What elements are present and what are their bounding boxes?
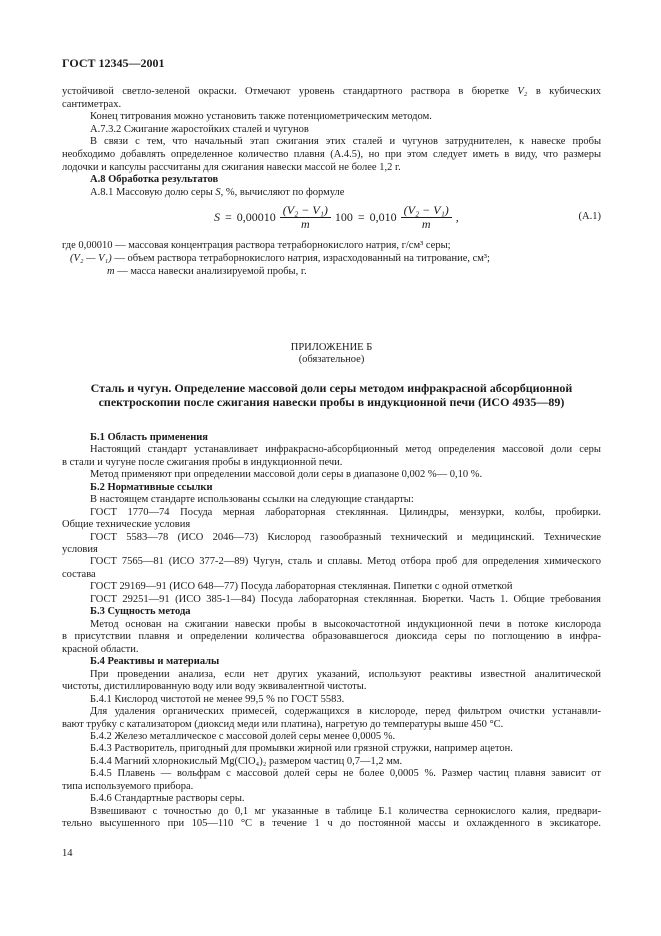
section-heading: Б.3 Сущность метода (90, 606, 191, 618)
text-line: Б.4.2 Железо металлическое с массовой долей серы менее 0,0005 %. (90, 731, 396, 742)
text-line: Б.4.1 Кислород чистотой не менее 99,5 % по ГОСТ 5583. (90, 693, 345, 705)
formula-denominator: m (300, 216, 310, 231)
section-heading: Б.4 Реактивы и материалы (90, 656, 220, 668)
formula-coefficient: 0,00010 (236, 209, 276, 224)
formula-factor: 100 (334, 209, 353, 224)
section-heading: А.8 Обработка результатов (90, 174, 219, 186)
formula-numerator: (V₂ − V₁) (280, 204, 331, 218)
text-line: Метод применяют при определении массовой доли серы в диапазоне 0,002 %— 0,10 %. (90, 469, 483, 481)
text-line: в стали и чугуне после сжигания пробы в индукционной печи. (62, 456, 343, 468)
formula-equals: = (357, 209, 365, 224)
math-variable: V₂ (517, 86, 528, 97)
formula-coefficient: 0,010 (369, 209, 397, 224)
text-line: сантиметрах. (62, 98, 122, 110)
subsection-heading: А.7.3.2 Сжигание жаростойких сталей и чугунов (90, 123, 309, 135)
text-line: типа используемого прибора. (62, 780, 194, 792)
formula-trailing-comma: , (455, 209, 459, 224)
annex-b-body (62, 432, 601, 831)
formula-fraction (401, 204, 452, 231)
text-line (62, 252, 601, 265)
page-number: 14 (62, 848, 73, 859)
text-span: в кубических (535, 86, 602, 97)
text-line: Конец титрования можно установить также потенциометрическим методом. (90, 111, 432, 123)
text-line (62, 187, 601, 200)
math-variable: m (107, 265, 115, 277)
reference-line: ГОСТ 29251—91 (ИСО 385-1—84) Посуда лабораторная стеклянная. Бюретки. Часть 1. Общие требования (90, 593, 601, 605)
text-line (62, 86, 601, 99)
text-line: Б.4.6 Стандартные растворы серы. (90, 793, 245, 805)
standard-designation: ГОСТ 12345—2001 (62, 56, 165, 70)
text-line: Метод основан на сжигании навески пробы в высокочастотной индукционной печи в потоке кислорода (90, 618, 601, 630)
formula-lhs: S (214, 209, 220, 224)
section-heading: Б.2 Нормативные ссылки (90, 481, 213, 493)
annex-title (62, 381, 601, 409)
reference-line: ГОСТ 1770—74 Посуда мерная лабораторная стеклянная. Цилиндры, мензурки, колбы, пробирки. (90, 506, 601, 518)
annex-label: ПРИЛОЖЕНИЕ Б (290, 342, 373, 353)
annex-title-line: Сталь и чугун. Определение массовой доли серы методом инфракрасной абсорбционной (90, 381, 573, 395)
math-variable: S (215, 186, 221, 198)
text-span: — объем раствора тетраборнокислого натрия, израсходованный на титрование, см³; (114, 252, 490, 264)
reference-line: ГОСТ 5583—78 (ИСО 2046—73) Кислород газообразный технический и медицинский. Технические (90, 531, 601, 543)
text-line: Б.4.4 Магний хлорнокислый Mg(ClO₄)₂ размером частиц 0,7—1,2 мм. (90, 755, 403, 767)
text-span: устойчивой светло-зеленой окраски. Отмечают уровень стандартного раствора в бюретке (62, 86, 509, 97)
text-span: , %, вычисляют по формуле (220, 186, 345, 198)
formula-number: (А.1) (578, 211, 601, 222)
text-line: вают трубку с катализатором (диоксид меди или платина), нагретую до температуры выше 450 °С. (62, 718, 504, 730)
annex-a-continuation (62, 86, 601, 199)
reference-line: ГОСТ 7565—81 (ИСО 377-2—89) Чугун, сталь и сплавы. Метод отбора проб для определения химического (90, 556, 601, 568)
text-line: тельно высушенного при 105—110 °С в течение 1 ч до постоянной массы и охлажденного в эксикаторе. (62, 818, 601, 830)
text-line: При проведении анализа, если нет других указаний, используют реактивы известной аналитической (90, 668, 601, 680)
text-line: лодочки и капсулы рассчитаны для сжигания навески массой не более 1,2 г. (62, 161, 401, 173)
annex-status: (обязательное) (298, 354, 365, 365)
text-line: Б.4.3 Растворитель, пригодный для промывки жирной или грязной стружки, например ацетон. (90, 743, 513, 755)
text-line: Настоящий стандарт устанавливает инфракрасно-абсорбционный метод определения массовой доли серы (90, 444, 601, 456)
text-line: Для удаления органических примесей, содержащихся в кислороде, перед фильтром очистки устанавли- (90, 706, 601, 718)
reference-line: состава (62, 568, 96, 580)
formula-equals: = (225, 209, 232, 224)
text-line: где 0,00010 — массовая концентрация раствора тетраборнокислого натрия, г/см³ серы; (62, 239, 451, 251)
text-line (62, 265, 601, 278)
text-line: необходимо добавлять определенное количество плавня (А.4.5), но при этом следует иметь в виду, что размеры (62, 148, 601, 160)
formula-fraction (280, 204, 331, 231)
text-line: В настоящем стандарте использованы ссылки на следующие стандарты: (90, 494, 414, 506)
formula-denominator: m (421, 216, 431, 231)
reference-line: Общие технические условия (62, 519, 191, 531)
text-line: Взвешивают с точностью до 0,1 мг указанные в таблице Б.1 количества сернокислого калия, предвари- (90, 805, 601, 817)
reference-line: условия (62, 543, 98, 555)
section-heading: Б.1 Область применения (90, 431, 208, 443)
text-line: в присутствии плавня и определении количества образовавшегося диоксида серы по поглощению в инфра- (62, 631, 601, 643)
text-span: А.8.1 Массовую долю серы (90, 186, 213, 198)
text-line: Б.4.5 Плавень — вольфрам с массовой долей серы не более 0,0005 %. Размер частиц плавня зависит от (90, 768, 601, 780)
reference-line: ГОСТ 29169—91 (ИСО 648—77) Посуда лабораторная стеклянная. Пипетки с одной отметкой (90, 581, 513, 593)
annex-title-line: спектроскопии после сжигания навески пробы в индукционной печи (ИСО 4935—89) (98, 395, 565, 409)
text-line: чистоты, дистиллированную воду или воду эквивалентной чистоты. (62, 681, 367, 693)
formula-legend (62, 239, 601, 278)
text-line: В связи с тем, что начальный этап сжигания этих сталей и чугунов затруднителен, к навеске пробы (90, 136, 601, 148)
text-line: красной области. (62, 643, 139, 655)
math-variable: (V₂ — V₁) (70, 252, 112, 264)
formula-a1 (214, 204, 459, 231)
text-span: — масса навески анализируемой пробы, г. (117, 265, 307, 277)
formula-numerator: (V₂ − V₁) (401, 204, 452, 218)
